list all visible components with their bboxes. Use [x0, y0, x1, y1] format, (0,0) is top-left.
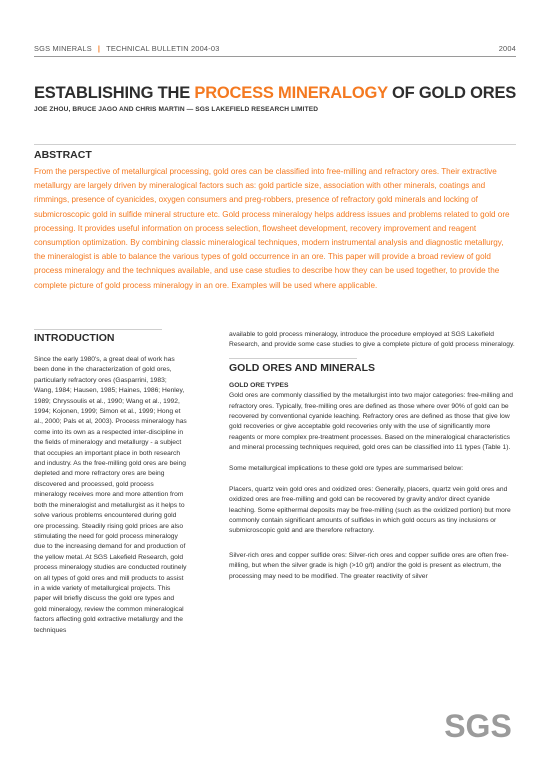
abstract-text: From the perspective of metallurgical processing, gold ores can be classified into free-milling and refractory ores. Their extractive metallurgy are largely driven by mineralogical factors such as: gold particle size, association with other minerals, coatings and rimmings, presence of cyanicides, oxygen consumers and preg-robbers, presence of refractory gold minerals and locking of submicroscopic gold in sulfide mineral structure etc. Gold process mineralogy helps address issues and problems related to gold ore processing. It provides useful information on process selection, flowsheet development, recovery improvement and reagent consumption optimization. By combining classic mineralogical techniques, modern instrumental analysis and diagnostic metallurgy, the mineralogist is able to balance the various types of gold occurrence in an ore. This paper will provide a broad review of gold process mineralogy and the techniques available, and use case studies to describe how they can be used together, to provide the complete picture of gold process mineralogy in an ore. Examples will be used where applicable. — [34, 167, 510, 290]
gold-ore-types-subheading: GOLD ORE TYPES — [229, 381, 289, 389]
implications-paragraph: Some metallurgical implications to these gold ore types are summarised below: — [229, 465, 464, 473]
introduction-text: Since the early 1980's, a great deal of work has been done in the characterization of gold ores, particularly refractory ores (Gasparrini, 1983; Wang, 1984; Hausen, 1985; Haines, 1986; Henley, 1989; Chryssoulis et al., 1990; Wang et al., 1992, 1994; Kojonen, 1999; Simon et al., 1999; Hong et al., 2000; Pals et al, 2003). Process mineralogy has come into its own as a respected inter-discipline in the fields of mineralogy and metallurgy - a subject that occupies an important place in both research and industry. As the free-milling gold ores are being depleted and more refractory ores are being discovered and processed, gold process mineralogy receives more and more attention from both the mineralogist and metallurgist as it helps to solve various problems encountered during gold ore processing. Steadily rising gold prices are also stimulating the need for gold process mineralogy due to the increasing demand for and production of the yellow metal. At SGS Lakefield Research, gold process mineralogy studies are conducted routinely on all types of gold ores and mill products to assist in a wide variety of metallurgical projects. This paper will briefly discuss the gold ore types and gold mineralogy, review the common mineralogical factors affecting gold extractive metallurgy and the techniques — [34, 356, 187, 634]
silver-rich-paragraph: Silver-rich ores and copper sulfide ores: Silver-rich ores and copper sulfide ores are often free-milling, but when the silver grade is high (>10 g/t) and/or the gold is present as electrum, the processing may need to be modified. The greater reactivity of silver — [229, 551, 509, 580]
abstract-divider — [34, 144, 516, 145]
title-part-1: ESTABLISHING THE — [34, 84, 195, 102]
authors-line: JOE ZHOU, BRUCE JAGO AND CHRIS MARTIN — SGS LAKEFIELD RESEARCH LIMITED — [34, 106, 319, 113]
header-separator: | — [97, 44, 101, 53]
document-title — [34, 84, 516, 103]
title-part-2: OF GOLD ORES — [387, 84, 517, 102]
introduction-continuation: available to gold process mineralogy, introduce the procedure employed at SGS Lakefield Research, and provide some case studies to give a complete picture of gold process mineralogy. — [229, 331, 515, 349]
header-divider — [34, 56, 516, 57]
page-header — [34, 44, 516, 53]
bulletin-number: TECHNICAL BULLETIN 2004-03 — [106, 44, 220, 53]
gold-ores-heading: GOLD ORES AND MINERALS — [229, 361, 376, 374]
abstract-heading: ABSTRACT — [34, 149, 92, 161]
gold-ores-divider — [229, 358, 357, 359]
introduction-divider — [34, 329, 162, 330]
gold-ore-types-paragraph: Gold ores are commonly classified by the metallurgist into two major categories: free-milling and refractory ores. Typically, free-milling ores are defined as those where over 90% of gold can be recovered by conventional cyanide leaching. Refractory ores are defined as those that give low gold recoveries or give acceptable gold recoveries only with the use of significantly more reagents or more complex pre-treatment processes. Based on the mineralogical characteristics and mineral processing techniques required, gold ores can be classified into 11 types (Table 1). — [229, 392, 513, 452]
right-column — [229, 330, 516, 582]
sgs-logo — [443, 704, 513, 744]
sgs-logo-text: SGS — [444, 708, 512, 744]
header-year: 2004 — [498, 44, 516, 53]
title-highlight: PROCESS MINERALOGY — [194, 84, 388, 102]
brand-name: SGS MINERALS — [34, 44, 92, 53]
placers-paragraph: Placers, quartz vein gold ores and oxidized ores: Generally, placers, quartz vein gold ores and oxidized ores are free-milling and gold can be recovered by gravity and/or direct cyanide leaching. Some epithermal deposits may be free-milling (such as the oxidized portion) but more commonly contain significant amounts of sulfides in which gold occurs as tiny inclusions or submicroscopic gold and are therefore refractory. — [229, 485, 511, 535]
introduction-heading: INTRODUCTION — [34, 332, 115, 344]
